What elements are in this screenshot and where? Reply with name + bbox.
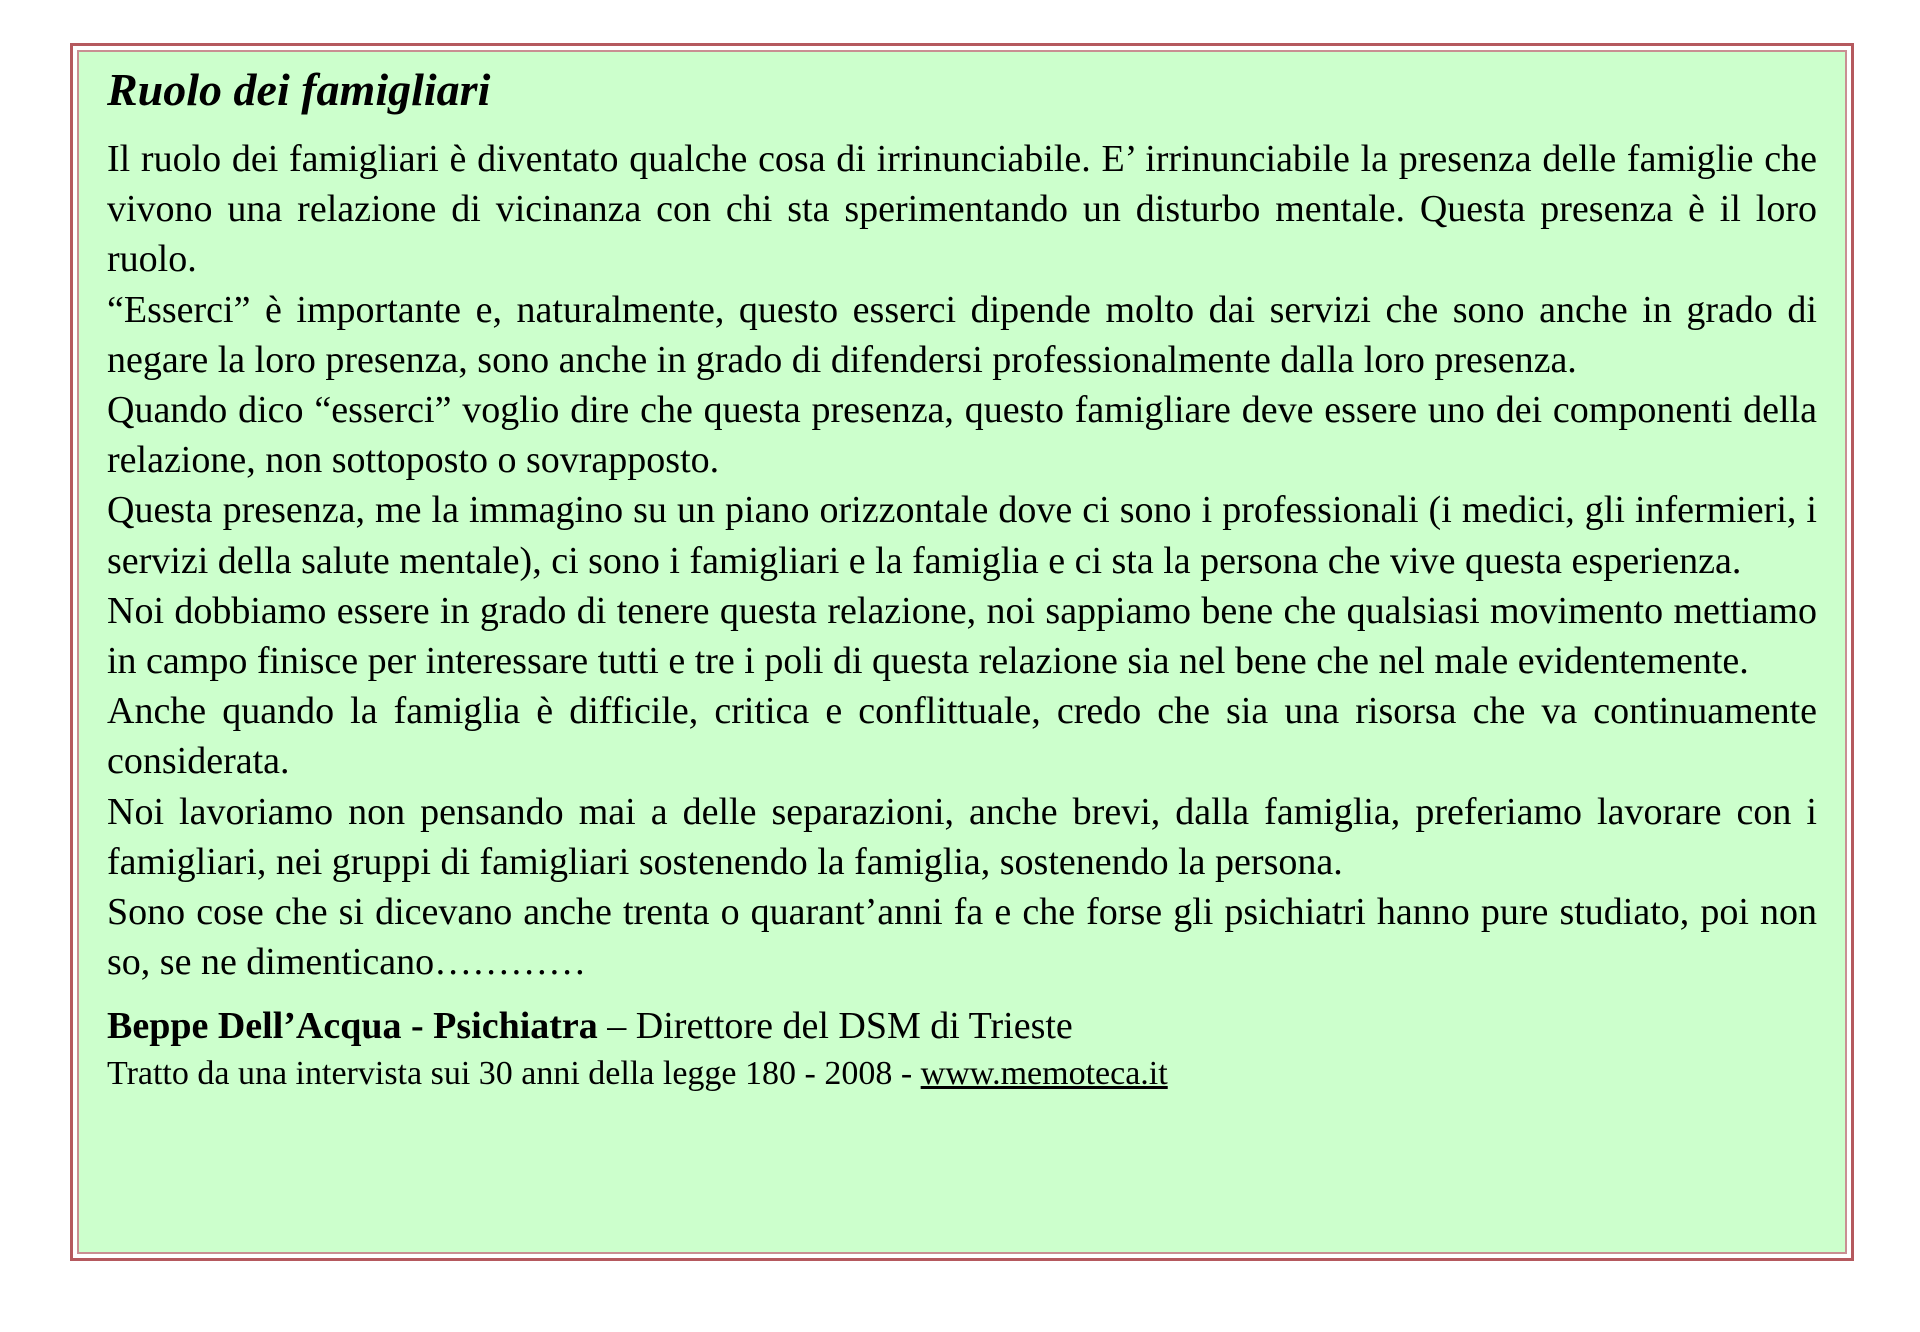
quote-box: [70, 43, 1854, 1261]
paragraph: Anche quando la famiglia è difficile, critica e conflittuale, credo che sia una risorsa che va continuamente considerata.: [107, 690, 1817, 783]
author-position: Direttore del DSM di Trieste: [635, 1005, 1073, 1048]
source-link[interactable]: www.memoteca.it: [920, 1055, 1168, 1093]
paragraph: Questa presenza, me la immagino su un piano orizzontale dove ci sono i professionali (i medici, gli infermieri, i servizi della salute mentale), ci sono i famigliari e la famiglia e ci sta la persona che vive questa esperienza.: [107, 489, 1817, 582]
author-separator: –: [597, 1005, 636, 1048]
paragraph: Quando dico “esserci” voglio dire che questa presenza, questo famigliare deve essere uno dei componenti della relazione, non sottoposto o sovrapposto.: [107, 389, 1817, 482]
body-text: [107, 134, 1817, 987]
paragraph: Sono cose che si dicevano anche trenta o quarant’anni fa e che forse gli psichiatri hanno pure studiato, poi non so, se ne dimenticano…………: [107, 891, 1817, 984]
quote-box-content: [77, 50, 1847, 1254]
author-name-role: Beppe Dell’Acqua - Psichiatra: [107, 1005, 598, 1048]
paragraph: Noi dobbiamo essere in grado di tenere questa relazione, noi sappiamo bene che qualsiasi movimento mettiamo in campo finisce per interessare tutti e tre i poli di questa relazione sia nel bene che nel male evidentemente.: [107, 589, 1817, 683]
source-line: [107, 1051, 1817, 1097]
document-title: Ruolo dei famigliari: [107, 64, 491, 115]
paragraph: Noi lavoriamo non pensando mai a delle separazioni, anche brevi, dalla famiglia, preferiamo lavorare con i famigliari, nei gruppi di famigliari sostenendo la famiglia, sostenendo la persona.: [107, 790, 1817, 883]
paragraph: Il ruolo dei famigliari è diventato qualche cosa di irrinunciabile. E’ irrinunciabile la presenza delle famiglie che vivono una relazione di vicinanza con chi sta sperimentando un disturbo mentale. Questa presenza è il loro ruolo.: [107, 138, 1817, 281]
source-text: Tratto da una intervista sui 30 anni della legge 180 - 2008 -: [107, 1055, 921, 1093]
author-signature: [107, 1001, 1817, 1051]
paragraph: “Esserci” è importante e, naturalmente, questo esserci dipende molto dai servizi che sono anche in grado di negare la loro presenza, sono anche in grado di difendersi professionalmente dalla loro presenza.: [107, 288, 1817, 381]
